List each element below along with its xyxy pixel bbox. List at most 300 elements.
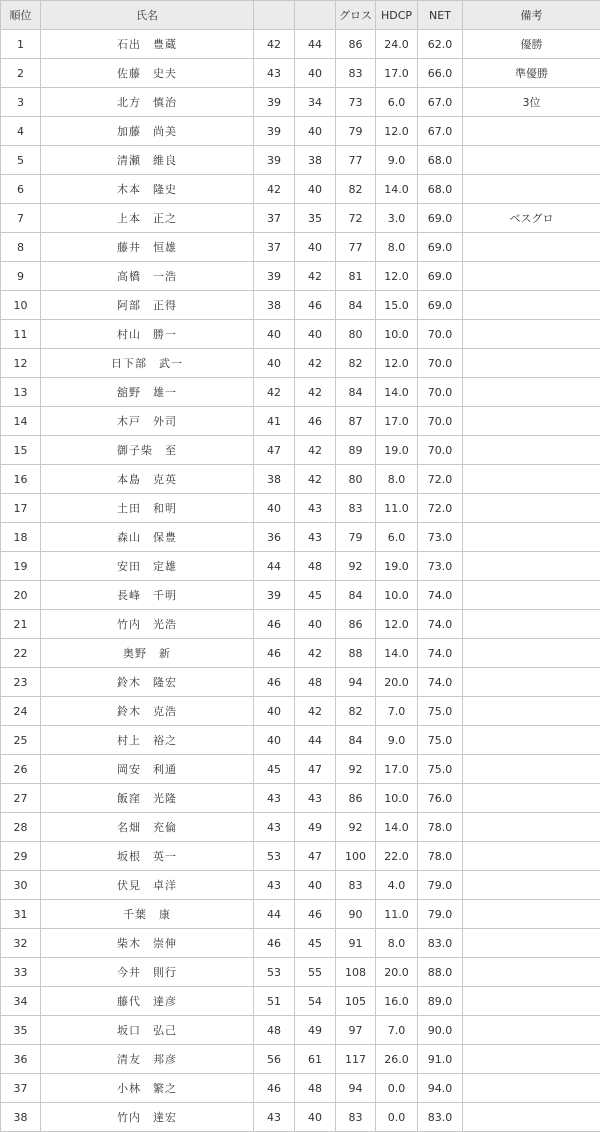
net-cell: 74.0 [418, 610, 463, 639]
rank-cell: 34 [1, 987, 41, 1016]
in-cell: 42 [295, 378, 336, 407]
hdcp-cell: 17.0 [376, 407, 418, 436]
out-cell: 38 [254, 465, 295, 494]
name-cell: 村山 勝一 [41, 320, 254, 349]
out-cell: 39 [254, 146, 295, 175]
rank-cell: 26 [1, 755, 41, 784]
in-cell: 40 [295, 320, 336, 349]
gross-cell: 92 [336, 813, 376, 842]
gross-cell: 87 [336, 407, 376, 436]
out-cell: 40 [254, 320, 295, 349]
remarks-cell [463, 523, 600, 552]
header-row [1, 1, 600, 30]
hdcp-cell: 12.0 [376, 610, 418, 639]
header-net: NET [418, 1, 463, 30]
name-cell: 竹内 達宏 [41, 1103, 254, 1132]
net-cell: 73.0 [418, 523, 463, 552]
out-cell: 43 [254, 784, 295, 813]
remarks-cell [463, 407, 600, 436]
out-cell: 37 [254, 204, 295, 233]
remarks-cell [463, 291, 600, 320]
gross-cell: 94 [336, 1074, 376, 1103]
gross-cell: 86 [336, 610, 376, 639]
gross-cell: 81 [336, 262, 376, 291]
hdcp-cell: 17.0 [376, 755, 418, 784]
name-cell: 土田 和明 [41, 494, 254, 523]
remarks-cell [463, 987, 600, 1016]
in-cell: 54 [295, 987, 336, 1016]
hdcp-cell: 10.0 [376, 320, 418, 349]
out-cell: 46 [254, 610, 295, 639]
table-row [1, 813, 600, 842]
header-out [254, 1, 295, 30]
in-cell: 46 [295, 291, 336, 320]
rank-cell: 3 [1, 88, 41, 117]
name-cell: 本島 克英 [41, 465, 254, 494]
table-row [1, 1103, 600, 1132]
remarks-cell [463, 958, 600, 987]
net-cell: 83.0 [418, 929, 463, 958]
rank-cell: 14 [1, 407, 41, 436]
in-cell: 55 [295, 958, 336, 987]
name-cell: 名畑 充倫 [41, 813, 254, 842]
hdcp-cell: 8.0 [376, 233, 418, 262]
name-cell: 藤代 達彦 [41, 987, 254, 1016]
name-cell: 御子柴 至 [41, 436, 254, 465]
hdcp-cell: 7.0 [376, 697, 418, 726]
remarks-cell: ベスグロ [463, 204, 600, 233]
rank-cell: 31 [1, 900, 41, 929]
hdcp-cell: 24.0 [376, 30, 418, 59]
gross-cell: 86 [336, 784, 376, 813]
name-cell: 村上 裕之 [41, 726, 254, 755]
table-row [1, 349, 600, 378]
table-row [1, 552, 600, 581]
gross-cell: 90 [336, 900, 376, 929]
table-row [1, 523, 600, 552]
name-cell: 千葉 康 [41, 900, 254, 929]
out-cell: 39 [254, 88, 295, 117]
header-rank: 順位 [1, 1, 41, 30]
out-cell: 53 [254, 842, 295, 871]
hdcp-cell: 0.0 [376, 1103, 418, 1132]
remarks-cell [463, 639, 600, 668]
remarks-cell [463, 465, 600, 494]
gross-cell: 77 [336, 146, 376, 175]
rank-cell: 9 [1, 262, 41, 291]
table-row [1, 291, 600, 320]
remarks-cell [463, 668, 600, 697]
rank-cell: 6 [1, 175, 41, 204]
in-cell: 49 [295, 1016, 336, 1045]
net-cell: 94.0 [418, 1074, 463, 1103]
gross-cell: 97 [336, 1016, 376, 1045]
remarks-cell [463, 755, 600, 784]
gross-cell: 82 [336, 697, 376, 726]
out-cell: 43 [254, 1103, 295, 1132]
header-in [295, 1, 336, 30]
rank-cell: 5 [1, 146, 41, 175]
net-cell: 68.0 [418, 146, 463, 175]
net-cell: 70.0 [418, 407, 463, 436]
header-gross: グロス [336, 1, 376, 30]
out-cell: 39 [254, 117, 295, 146]
in-cell: 49 [295, 813, 336, 842]
table-row [1, 1016, 600, 1045]
remarks-cell [463, 697, 600, 726]
hdcp-cell: 7.0 [376, 1016, 418, 1045]
gross-cell: 84 [336, 291, 376, 320]
net-cell: 91.0 [418, 1045, 463, 1074]
remarks-cell [463, 1045, 600, 1074]
out-cell: 38 [254, 291, 295, 320]
rank-cell: 25 [1, 726, 41, 755]
out-cell: 46 [254, 929, 295, 958]
net-cell: 72.0 [418, 465, 463, 494]
remarks-cell [463, 813, 600, 842]
rank-cell: 28 [1, 813, 41, 842]
table-row [1, 697, 600, 726]
gross-cell: 105 [336, 987, 376, 1016]
in-cell: 40 [295, 175, 336, 204]
net-cell: 76.0 [418, 784, 463, 813]
rank-cell: 24 [1, 697, 41, 726]
name-cell: 森山 保豊 [41, 523, 254, 552]
rank-cell: 16 [1, 465, 41, 494]
remarks-cell [463, 1103, 600, 1132]
out-cell: 42 [254, 30, 295, 59]
hdcp-cell: 14.0 [376, 378, 418, 407]
rank-cell: 10 [1, 291, 41, 320]
table-row [1, 262, 600, 291]
remarks-cell [463, 349, 600, 378]
in-cell: 43 [295, 784, 336, 813]
in-cell: 40 [295, 59, 336, 88]
rank-cell: 27 [1, 784, 41, 813]
rank-cell: 20 [1, 581, 41, 610]
in-cell: 43 [295, 494, 336, 523]
in-cell: 44 [295, 30, 336, 59]
remarks-cell [463, 262, 600, 291]
gross-cell: 86 [336, 30, 376, 59]
out-cell: 36 [254, 523, 295, 552]
rank-cell: 11 [1, 320, 41, 349]
name-cell: 小林 繁之 [41, 1074, 254, 1103]
out-cell: 40 [254, 349, 295, 378]
gross-cell: 72 [336, 204, 376, 233]
name-cell: 岡安 利通 [41, 755, 254, 784]
rank-cell: 38 [1, 1103, 41, 1132]
name-cell: 今井 則行 [41, 958, 254, 987]
out-cell: 43 [254, 59, 295, 88]
table-row [1, 987, 600, 1016]
hdcp-cell: 11.0 [376, 900, 418, 929]
out-cell: 44 [254, 552, 295, 581]
rank-cell: 8 [1, 233, 41, 262]
remarks-cell [463, 175, 600, 204]
name-cell: 鈴木 克浩 [41, 697, 254, 726]
remarks-cell: 3位 [463, 88, 600, 117]
rank-cell: 32 [1, 929, 41, 958]
gross-cell: 117 [336, 1045, 376, 1074]
rank-cell: 22 [1, 639, 41, 668]
remarks-cell [463, 726, 600, 755]
net-cell: 73.0 [418, 552, 463, 581]
rank-cell: 29 [1, 842, 41, 871]
hdcp-cell: 0.0 [376, 1074, 418, 1103]
net-cell: 74.0 [418, 639, 463, 668]
table-row [1, 1074, 600, 1103]
hdcp-cell: 26.0 [376, 1045, 418, 1074]
out-cell: 44 [254, 900, 295, 929]
table-row [1, 175, 600, 204]
in-cell: 42 [295, 262, 336, 291]
hdcp-cell: 15.0 [376, 291, 418, 320]
out-cell: 47 [254, 436, 295, 465]
hdcp-cell: 6.0 [376, 88, 418, 117]
table-row [1, 610, 600, 639]
name-cell: 舘野 雄一 [41, 378, 254, 407]
in-cell: 34 [295, 88, 336, 117]
in-cell: 48 [295, 1074, 336, 1103]
table-row [1, 204, 600, 233]
name-cell: 阿部 正得 [41, 291, 254, 320]
net-cell: 74.0 [418, 668, 463, 697]
rank-cell: 17 [1, 494, 41, 523]
hdcp-cell: 10.0 [376, 581, 418, 610]
table-row [1, 465, 600, 494]
gross-cell: 83 [336, 59, 376, 88]
name-cell: 竹内 光浩 [41, 610, 254, 639]
net-cell: 88.0 [418, 958, 463, 987]
gross-cell: 92 [336, 755, 376, 784]
in-cell: 42 [295, 436, 336, 465]
gross-cell: 77 [336, 233, 376, 262]
hdcp-cell: 14.0 [376, 639, 418, 668]
net-cell: 70.0 [418, 378, 463, 407]
gross-cell: 84 [336, 726, 376, 755]
table-row [1, 1045, 600, 1074]
hdcp-cell: 12.0 [376, 349, 418, 378]
in-cell: 42 [295, 349, 336, 378]
name-cell: 佐藤 史夫 [41, 59, 254, 88]
name-cell: 木本 隆史 [41, 175, 254, 204]
remarks-cell [463, 871, 600, 900]
name-cell: 鈴木 隆宏 [41, 668, 254, 697]
table-row [1, 407, 600, 436]
out-cell: 51 [254, 987, 295, 1016]
name-cell: 藤井 恒雄 [41, 233, 254, 262]
table-row [1, 639, 600, 668]
gross-cell: 84 [336, 378, 376, 407]
net-cell: 68.0 [418, 175, 463, 204]
out-cell: 56 [254, 1045, 295, 1074]
name-cell: 清友 邦彦 [41, 1045, 254, 1074]
gross-cell: 108 [336, 958, 376, 987]
net-cell: 69.0 [418, 291, 463, 320]
out-cell: 41 [254, 407, 295, 436]
remarks-cell [463, 320, 600, 349]
hdcp-cell: 6.0 [376, 523, 418, 552]
in-cell: 45 [295, 929, 336, 958]
rank-cell: 21 [1, 610, 41, 639]
out-cell: 40 [254, 697, 295, 726]
gross-cell: 82 [336, 175, 376, 204]
remarks-cell [463, 378, 600, 407]
name-cell: 奥野 新 [41, 639, 254, 668]
rank-cell: 12 [1, 349, 41, 378]
name-cell: 安田 定雄 [41, 552, 254, 581]
out-cell: 43 [254, 813, 295, 842]
remarks-cell [463, 117, 600, 146]
net-cell: 70.0 [418, 436, 463, 465]
gross-cell: 94 [336, 668, 376, 697]
name-cell: 上本 正之 [41, 204, 254, 233]
header-hdcp: HDCP [376, 1, 418, 30]
out-cell: 46 [254, 1074, 295, 1103]
rank-cell: 19 [1, 552, 41, 581]
net-cell: 67.0 [418, 88, 463, 117]
out-cell: 45 [254, 755, 295, 784]
remarks-cell [463, 900, 600, 929]
in-cell: 47 [295, 755, 336, 784]
name-cell: 伏見 卓洋 [41, 871, 254, 900]
rank-cell: 36 [1, 1045, 41, 1074]
remarks-cell [463, 1016, 600, 1045]
net-cell: 75.0 [418, 726, 463, 755]
rank-cell: 4 [1, 117, 41, 146]
header-name: 氏名 [41, 1, 254, 30]
out-cell: 40 [254, 494, 295, 523]
table-row [1, 59, 600, 88]
net-cell: 90.0 [418, 1016, 463, 1045]
in-cell: 40 [295, 1103, 336, 1132]
rank-cell: 33 [1, 958, 41, 987]
table-row [1, 668, 600, 697]
remarks-cell [463, 610, 600, 639]
hdcp-cell: 19.0 [376, 552, 418, 581]
rank-cell: 7 [1, 204, 41, 233]
in-cell: 42 [295, 697, 336, 726]
in-cell: 42 [295, 639, 336, 668]
in-cell: 35 [295, 204, 336, 233]
net-cell: 66.0 [418, 59, 463, 88]
net-cell: 62.0 [418, 30, 463, 59]
header-remarks: 備考 [463, 1, 600, 30]
hdcp-cell: 8.0 [376, 465, 418, 494]
remarks-cell [463, 494, 600, 523]
gross-cell: 100 [336, 842, 376, 871]
rank-cell: 18 [1, 523, 41, 552]
gross-cell: 88 [336, 639, 376, 668]
rank-cell: 23 [1, 668, 41, 697]
hdcp-cell: 12.0 [376, 117, 418, 146]
gross-cell: 79 [336, 523, 376, 552]
net-cell: 89.0 [418, 987, 463, 1016]
net-cell: 69.0 [418, 233, 463, 262]
hdcp-cell: 16.0 [376, 987, 418, 1016]
name-cell: 北方 慎治 [41, 88, 254, 117]
remarks-cell: 優勝 [463, 30, 600, 59]
in-cell: 61 [295, 1045, 336, 1074]
table-body [1, 30, 600, 1132]
gross-cell: 82 [336, 349, 376, 378]
gross-cell: 83 [336, 1103, 376, 1132]
net-cell: 70.0 [418, 349, 463, 378]
in-cell: 46 [295, 407, 336, 436]
remarks-cell [463, 842, 600, 871]
net-cell: 75.0 [418, 697, 463, 726]
rank-cell: 1 [1, 30, 41, 59]
name-cell: 日下部 武一 [41, 349, 254, 378]
net-cell: 83.0 [418, 1103, 463, 1132]
name-cell: 坂根 英一 [41, 842, 254, 871]
hdcp-cell: 20.0 [376, 958, 418, 987]
in-cell: 40 [295, 871, 336, 900]
table-row [1, 436, 600, 465]
gross-cell: 73 [336, 88, 376, 117]
table-row [1, 117, 600, 146]
table-row [1, 581, 600, 610]
out-cell: 42 [254, 378, 295, 407]
table-row [1, 842, 600, 871]
rank-cell: 2 [1, 59, 41, 88]
gross-cell: 89 [336, 436, 376, 465]
out-cell: 37 [254, 233, 295, 262]
gross-cell: 80 [336, 465, 376, 494]
table-row [1, 494, 600, 523]
net-cell: 74.0 [418, 581, 463, 610]
in-cell: 48 [295, 668, 336, 697]
remarks-cell [463, 581, 600, 610]
out-cell: 48 [254, 1016, 295, 1045]
in-cell: 46 [295, 900, 336, 929]
net-cell: 67.0 [418, 117, 463, 146]
table-row [1, 146, 600, 175]
gross-cell: 83 [336, 494, 376, 523]
out-cell: 42 [254, 175, 295, 204]
hdcp-cell: 14.0 [376, 813, 418, 842]
table-row [1, 233, 600, 262]
rank-cell: 30 [1, 871, 41, 900]
rank-cell: 35 [1, 1016, 41, 1045]
gross-cell: 80 [336, 320, 376, 349]
in-cell: 47 [295, 842, 336, 871]
rank-cell: 15 [1, 436, 41, 465]
table-row [1, 726, 600, 755]
out-cell: 40 [254, 726, 295, 755]
table-row [1, 320, 600, 349]
gross-cell: 91 [336, 929, 376, 958]
table-row [1, 30, 600, 59]
gross-cell: 79 [336, 117, 376, 146]
remarks-cell: 準優勝 [463, 59, 600, 88]
net-cell: 69.0 [418, 262, 463, 291]
net-cell: 72.0 [418, 494, 463, 523]
hdcp-cell: 19.0 [376, 436, 418, 465]
name-cell: 長峰 千明 [41, 581, 254, 610]
in-cell: 45 [295, 581, 336, 610]
hdcp-cell: 8.0 [376, 929, 418, 958]
remarks-cell [463, 436, 600, 465]
in-cell: 42 [295, 465, 336, 494]
hdcp-cell: 17.0 [376, 59, 418, 88]
hdcp-cell: 9.0 [376, 146, 418, 175]
hdcp-cell: 20.0 [376, 668, 418, 697]
out-cell: 46 [254, 668, 295, 697]
name-cell: 坂口 弘己 [41, 1016, 254, 1045]
name-cell: 石出 豊蔵 [41, 30, 254, 59]
